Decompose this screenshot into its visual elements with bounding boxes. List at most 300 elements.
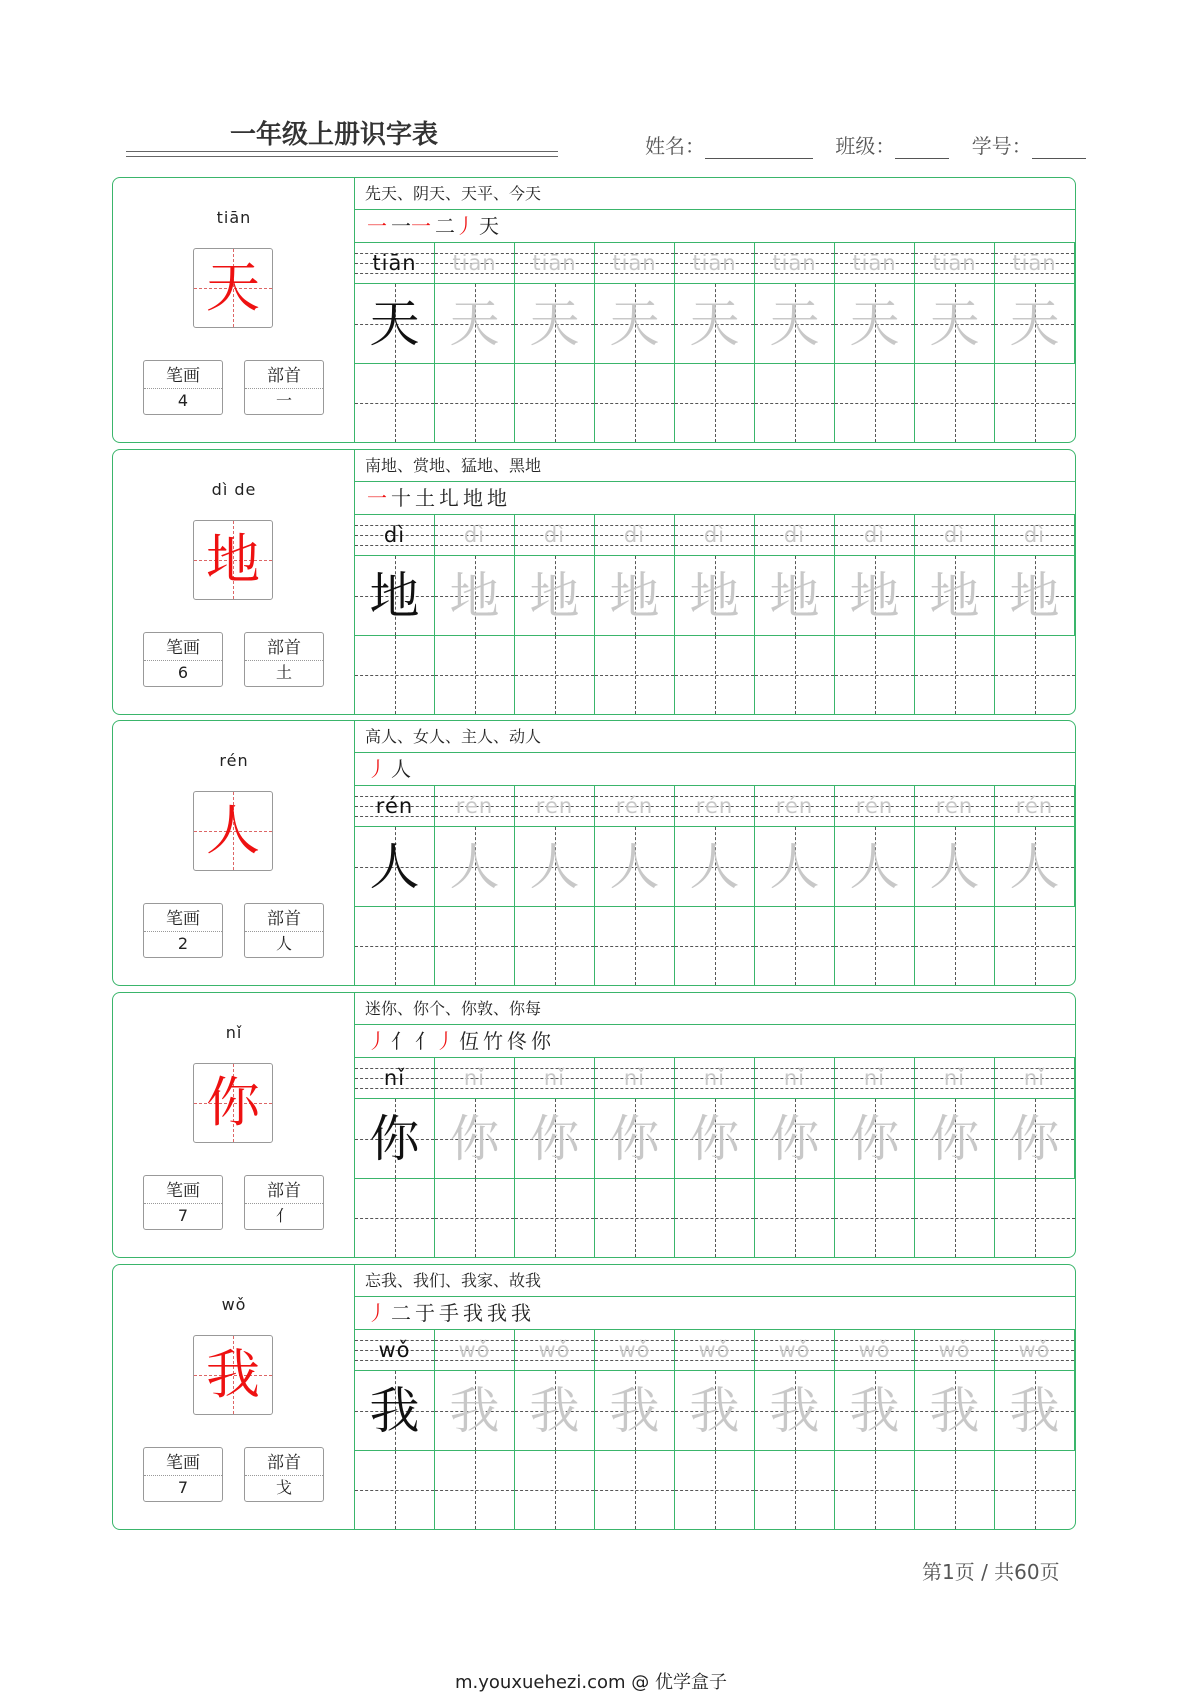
pinyin-cell[interactable] — [515, 515, 595, 556]
pinyin-trace: nǐ — [463, 1066, 486, 1090]
stroke-count-label: 笔画 — [144, 907, 222, 932]
blank-writing-cell[interactable] — [835, 636, 915, 714]
stroke-order-row — [355, 1297, 1075, 1330]
pinyin-trace: tiān — [612, 251, 657, 275]
guide-line — [875, 364, 876, 442]
blank-writing-cell[interactable] — [515, 364, 595, 442]
practice-panel — [355, 178, 1075, 442]
blank-writing-cell[interactable] — [835, 1451, 915, 1529]
stroke-count-box — [143, 903, 223, 958]
pinyin-cell[interactable] — [915, 243, 995, 284]
practice-panel — [355, 993, 1075, 1257]
character-trace: 天 — [849, 295, 900, 353]
pinyin-cell[interactable] — [595, 786, 675, 827]
blank-writing-cell[interactable] — [995, 636, 1075, 714]
stroke-step — [367, 753, 387, 785]
guide-line — [875, 907, 876, 985]
stroke-step-base: 手 — [439, 1301, 459, 1325]
writing-cell[interactable] — [915, 1099, 995, 1179]
writing-cell[interactable] — [435, 827, 515, 907]
guide-line — [635, 1179, 636, 1257]
blank-writing-cell[interactable] — [355, 1179, 435, 1257]
pinyin-cell[interactable] — [755, 1058, 835, 1099]
blank-writing-cell[interactable] — [675, 1451, 755, 1529]
practice-grid — [355, 1058, 1075, 1257]
blank-writing-cell[interactable] — [755, 636, 835, 714]
guide-line — [875, 636, 876, 714]
pinyin-model: nǐ — [383, 1066, 406, 1090]
blank-writing-cell[interactable] — [675, 364, 755, 442]
guide-line — [475, 1179, 476, 1257]
guide-line — [475, 1451, 476, 1529]
pinyin-cell[interactable] — [835, 786, 915, 827]
writing-cell[interactable] — [355, 284, 435, 364]
footer-credit: m.youxuehezi.com @ 优学盒子 — [454, 1672, 727, 1693]
writing-cell[interactable] — [355, 1371, 435, 1451]
guide-line — [955, 364, 956, 442]
character-trace: 地 — [689, 567, 740, 625]
pinyin-trace: rén — [855, 794, 894, 818]
practice-grid — [355, 1330, 1075, 1529]
character-trace: 我 — [609, 1382, 660, 1440]
blank-writing-cell[interactable] — [355, 1451, 435, 1529]
pinyin-trace: nǐ — [863, 1066, 886, 1090]
stroke-step-base: 仾 — [459, 1029, 479, 1053]
pinyin-cell[interactable] — [675, 243, 755, 284]
writing-cell[interactable] — [995, 1099, 1075, 1179]
character-pinyin: nǐ — [225, 1023, 243, 1042]
blank-writing-cell[interactable] — [595, 636, 675, 714]
practice-panel — [355, 450, 1075, 714]
character-trace: 人 — [529, 838, 580, 896]
guide-line — [475, 636, 476, 714]
guide-line — [555, 1451, 556, 1529]
guide-line — [395, 1179, 396, 1257]
blank-writing-cell[interactable] — [595, 1451, 675, 1529]
writing-cell[interactable] — [675, 284, 755, 364]
stroke-count-value: 7 — [177, 1206, 189, 1225]
radical-label: 部首 — [245, 1179, 323, 1204]
writing-cell[interactable] — [835, 1371, 915, 1451]
pinyin-trace: tiān — [932, 251, 977, 275]
guide-line — [1035, 907, 1036, 985]
blank-writing-cell[interactable] — [835, 907, 915, 985]
stroke-step-base: 一 — [391, 214, 411, 238]
writing-cell[interactable] — [755, 556, 835, 636]
character-trace: 天 — [929, 295, 980, 353]
stroke-count-box — [143, 632, 223, 687]
blank-writing-cell[interactable] — [435, 907, 515, 985]
blank-writing-cell[interactable] — [435, 364, 515, 442]
writing-cell[interactable] — [515, 556, 595, 636]
pinyin-cell[interactable] — [435, 1330, 515, 1371]
guide-line — [635, 364, 636, 442]
stroke-step-base: 竹 — [483, 1029, 503, 1053]
blank-writing-cell[interactable] — [355, 636, 435, 714]
pinyin-trace: wǒ — [938, 1338, 971, 1362]
pinyin-trace: dì — [463, 523, 486, 547]
pinyin-cell[interactable] — [995, 1058, 1075, 1099]
character-trace: 地 — [609, 567, 660, 625]
pinyin-trace: tiān — [1012, 251, 1057, 275]
writing-cell[interactable] — [515, 284, 595, 364]
blank-writing-cell[interactable] — [835, 1179, 915, 1257]
blank-writing-cell[interactable] — [755, 1179, 835, 1257]
character-trace: 地 — [529, 567, 580, 625]
stroke-step-new: 一 — [411, 214, 431, 238]
guide-line — [795, 907, 796, 985]
character-pinyin: dì de — [211, 480, 257, 499]
pinyin-cell[interactable] — [755, 243, 835, 284]
pinyin-trace: dì — [1023, 523, 1046, 547]
example-words: 迷你、你个、你敦、你每 — [355, 993, 1075, 1025]
stroke-step — [367, 1025, 387, 1057]
name-label: 姓名： — [645, 134, 705, 158]
writing-cell[interactable] — [515, 1099, 595, 1179]
stroke-step — [439, 1297, 459, 1329]
pinyin-trace: dì — [543, 523, 566, 547]
example-words: 高人、女人、主人、动人 — [355, 721, 1075, 753]
pinyin-trace: nǐ — [1023, 1066, 1046, 1090]
pinyin-trace: dì — [623, 523, 646, 547]
example-words: 忘我、我们、我家、故我 — [355, 1265, 1075, 1297]
pinyin-trace: dì — [943, 523, 966, 547]
blank-writing-cell[interactable] — [435, 1179, 515, 1257]
pinyin-trace: wǒ — [698, 1338, 731, 1362]
blank-writing-cell[interactable] — [435, 636, 515, 714]
name-blank[interactable] — [705, 138, 813, 159]
writing-cell[interactable] — [675, 827, 755, 907]
blank-writing-cell[interactable] — [995, 364, 1075, 442]
blank-writing-cell[interactable] — [675, 636, 755, 714]
pinyin-cell[interactable] — [675, 515, 755, 556]
stroke-step-new: 一 — [367, 486, 387, 510]
pinyin-trace: tiān — [772, 251, 817, 275]
writing-cell[interactable] — [755, 1099, 835, 1179]
character-trace: 天 — [689, 295, 740, 353]
blank-writing-cell[interactable] — [515, 907, 595, 985]
character-trace: 你 — [689, 1110, 740, 1168]
stroke-order-row — [355, 210, 1075, 243]
stroke-step — [463, 1297, 483, 1329]
stroke-count-value: 4 — [177, 391, 189, 410]
character-trace: 地 — [449, 567, 500, 625]
stroke-count-label: 笔画 — [144, 1451, 222, 1476]
stroke-step — [439, 482, 459, 514]
pinyin-cell[interactable] — [755, 515, 835, 556]
stroke-step-base: 十 — [391, 486, 411, 510]
blank-writing-cell[interactable] — [675, 907, 755, 985]
blank-writing-cell[interactable] — [755, 907, 835, 985]
pinyin-cell[interactable] — [435, 515, 515, 556]
pinyin-cell[interactable] — [675, 1058, 755, 1099]
pinyin-cell[interactable] — [595, 243, 675, 284]
pinyin-cell[interactable] — [595, 515, 675, 556]
writing-cell[interactable] — [915, 556, 995, 636]
blank-writing-cell[interactable] — [595, 1179, 675, 1257]
practice-grid — [355, 515, 1075, 714]
blank-writing-cell[interactable] — [515, 636, 595, 714]
pinyin-trace: rén — [935, 794, 974, 818]
writing-cell[interactable] — [675, 1099, 755, 1179]
pinyin-cell[interactable] — [755, 1330, 835, 1371]
pinyin-cell[interactable] — [915, 515, 995, 556]
stroke-step — [487, 482, 507, 514]
pinyin-cell[interactable] — [355, 1058, 435, 1099]
guide-line — [395, 1451, 396, 1529]
character-trace: 人 — [769, 838, 820, 896]
stroke-step-base: 我 — [487, 1301, 507, 1325]
pinyin-cell[interactable] — [995, 786, 1075, 827]
character-model: 你 — [369, 1110, 420, 1168]
character-trace: 我 — [529, 1382, 580, 1440]
stroke-step-base: 亻 — [415, 1029, 435, 1053]
stroke-step-base: 天 — [479, 214, 499, 238]
pinyin-trace: wǒ — [458, 1338, 491, 1362]
character-trace: 天 — [609, 295, 660, 353]
writing-cell[interactable] — [915, 284, 995, 364]
pinyin-cell[interactable] — [355, 1330, 435, 1371]
writing-cell[interactable] — [435, 556, 515, 636]
writing-cell[interactable] — [835, 284, 915, 364]
pinyin-cell[interactable] — [355, 786, 435, 827]
writing-cell[interactable] — [595, 556, 675, 636]
stroke-count-box — [143, 1175, 223, 1230]
stroke-step-base: 我 — [511, 1301, 531, 1325]
guide-line — [1035, 1451, 1036, 1529]
blank-writing-cell[interactable] — [435, 1451, 515, 1529]
pinyin-cell[interactable] — [995, 243, 1075, 284]
stroke-step — [391, 1025, 411, 1057]
radical-value: 亻 — [275, 1206, 292, 1225]
writing-cell[interactable] — [355, 556, 435, 636]
writing-cell[interactable] — [755, 827, 835, 907]
character-trace: 你 — [1009, 1110, 1060, 1168]
pinyin-cell[interactable] — [595, 1058, 675, 1099]
writing-cell[interactable] — [435, 1371, 515, 1451]
character-trace: 我 — [1009, 1382, 1060, 1440]
practice-grid — [355, 786, 1075, 985]
radical-value: 人 — [275, 934, 292, 953]
pinyin-cell[interactable] — [515, 1330, 595, 1371]
blank-writing-cell[interactable] — [515, 1451, 595, 1529]
stroke-step-base: 你 — [531, 1029, 551, 1053]
writing-cell[interactable] — [515, 1371, 595, 1451]
guide-line — [395, 636, 396, 714]
stroke-step — [391, 482, 411, 514]
character-summary — [113, 1265, 355, 1529]
blank-writing-cell[interactable] — [755, 1451, 835, 1529]
blank-writing-cell[interactable] — [915, 1179, 995, 1257]
stroke-order-row — [355, 1025, 1075, 1058]
pinyin-model: wǒ — [378, 1338, 411, 1362]
writing-cell[interactable] — [435, 284, 515, 364]
pinyin-cell[interactable] — [355, 243, 435, 284]
stroke-order-row — [355, 482, 1075, 515]
stroke-count-box — [143, 1447, 223, 1502]
blank-writing-cell[interactable] — [995, 907, 1075, 985]
writing-cell[interactable] — [835, 1099, 915, 1179]
stroke-step — [415, 482, 435, 514]
pinyin-trace: wǒ — [1018, 1338, 1051, 1362]
character-trace: 我 — [929, 1382, 980, 1440]
blank-writing-cell[interactable] — [915, 907, 995, 985]
pinyin-model: dì — [383, 523, 406, 547]
blank-writing-cell[interactable] — [755, 364, 835, 442]
title-underline-second — [126, 156, 558, 157]
writing-cell[interactable] — [435, 1099, 515, 1179]
character-trace: 天 — [449, 295, 500, 353]
stroke-count-label: 笔画 — [144, 364, 222, 389]
writing-cell[interactable] — [995, 556, 1075, 636]
id-blank[interactable] — [1032, 138, 1086, 159]
model-character: 天 — [206, 256, 260, 319]
pinyin-cell[interactable] — [515, 1058, 595, 1099]
pinyin-cell[interactable] — [675, 1330, 755, 1371]
pinyin-cell[interactable] — [835, 515, 915, 556]
writing-cell[interactable] — [515, 827, 595, 907]
stroke-count-value: 7 — [177, 1478, 189, 1497]
blank-writing-cell[interactable] — [595, 907, 675, 985]
character-trace: 人 — [849, 838, 900, 896]
pinyin-cell[interactable] — [995, 515, 1075, 556]
radical-value: 戈 — [275, 1478, 292, 1497]
blank-writing-cell[interactable] — [515, 1179, 595, 1257]
pinyin-cell[interactable] — [355, 515, 435, 556]
guide-line — [955, 1179, 956, 1257]
pinyin-cell[interactable] — [995, 1330, 1075, 1371]
pinyin-trace: nǐ — [943, 1066, 966, 1090]
pinyin-cell[interactable] — [435, 786, 515, 827]
student-info — [645, 130, 1086, 159]
blank-writing-cell[interactable] — [835, 364, 915, 442]
writing-cell[interactable] — [595, 1371, 675, 1451]
pinyin-cell[interactable] — [755, 786, 835, 827]
pinyin-model: tiān — [372, 251, 417, 275]
writing-cell[interactable] — [675, 1371, 755, 1451]
guide-line — [715, 907, 716, 985]
radical-label: 部首 — [245, 1451, 323, 1476]
writing-cell[interactable] — [995, 827, 1075, 907]
stroke-step — [511, 1297, 531, 1329]
stroke-step-new: 丿 — [367, 1029, 387, 1053]
pinyin-trace: dì — [863, 523, 886, 547]
pinyin-trace: tiān — [532, 251, 577, 275]
writing-cell[interactable] — [595, 1099, 675, 1179]
practice-panel — [355, 1265, 1075, 1529]
guide-line — [555, 907, 556, 985]
character-model: 人 — [369, 838, 420, 896]
stroke-step — [435, 210, 475, 242]
model-character-box — [193, 791, 273, 871]
character-pinyin: tiān — [216, 208, 252, 227]
character-trace: 人 — [929, 838, 980, 896]
writing-cell[interactable] — [755, 1371, 835, 1451]
guide-line — [955, 636, 956, 714]
stroke-step-base: 土 — [415, 486, 435, 510]
blank-writing-cell[interactable] — [595, 364, 675, 442]
character-trace: 天 — [529, 295, 580, 353]
radical-box — [244, 1175, 324, 1230]
writing-cell[interactable] — [595, 827, 675, 907]
blank-writing-cell[interactable] — [355, 364, 435, 442]
pinyin-cell[interactable] — [915, 1058, 995, 1099]
pinyin-cell[interactable] — [435, 1058, 515, 1099]
radical-box — [244, 1447, 324, 1502]
model-character: 你 — [206, 1071, 260, 1134]
writing-cell[interactable] — [995, 1371, 1075, 1451]
writing-cell[interactable] — [755, 284, 835, 364]
pinyin-cell[interactable] — [835, 1058, 915, 1099]
writing-cell[interactable] — [835, 827, 915, 907]
character-card — [112, 1264, 1076, 1530]
model-character: 我 — [206, 1343, 260, 1406]
character-trace: 天 — [1009, 295, 1060, 353]
pinyin-cell[interactable] — [515, 243, 595, 284]
stroke-step — [367, 482, 387, 514]
writing-cell[interactable] — [355, 1099, 435, 1179]
writing-cell[interactable] — [835, 556, 915, 636]
blank-writing-cell[interactable] — [995, 1451, 1075, 1529]
guide-line — [475, 364, 476, 442]
stroke-step — [415, 1025, 455, 1057]
pinyin-cell[interactable] — [915, 786, 995, 827]
writing-cell[interactable] — [355, 827, 435, 907]
stroke-step-base: 亻 — [391, 1029, 411, 1053]
pinyin-cell[interactable] — [835, 1330, 915, 1371]
pinyin-cell[interactable] — [595, 1330, 675, 1371]
blank-writing-cell[interactable] — [915, 1451, 995, 1529]
writing-cell[interactable] — [595, 284, 675, 364]
pinyin-cell[interactable] — [835, 243, 915, 284]
pinyin-cell[interactable] — [915, 1330, 995, 1371]
character-trace: 你 — [449, 1110, 500, 1168]
blank-writing-cell[interactable] — [675, 1179, 755, 1257]
writing-cell[interactable] — [915, 1371, 995, 1451]
writing-cell[interactable] — [915, 827, 995, 907]
pinyin-trace: wǒ — [618, 1338, 651, 1362]
guide-line — [715, 364, 716, 442]
class-label: 班级： — [835, 134, 896, 158]
character-trace: 你 — [529, 1110, 580, 1168]
stroke-step-new: 丿 — [367, 757, 387, 781]
guide-line — [795, 364, 796, 442]
character-trace: 天 — [769, 295, 820, 353]
character-trace: 我 — [689, 1382, 740, 1440]
guide-line — [795, 1451, 796, 1529]
radical-box — [244, 903, 324, 958]
blank-writing-cell[interactable] — [995, 1179, 1075, 1257]
pinyin-cell[interactable] — [675, 786, 755, 827]
pinyin-trace: wǒ — [778, 1338, 811, 1362]
practice-grid — [355, 243, 1075, 442]
character-trace: 我 — [449, 1382, 500, 1440]
guide-line — [1035, 1179, 1036, 1257]
blank-writing-cell[interactable] — [915, 364, 995, 442]
stroke-count-box — [143, 360, 223, 415]
writing-cell[interactable] — [675, 556, 755, 636]
radical-value: 一 — [275, 391, 292, 410]
character-card — [112, 177, 1076, 443]
stroke-step — [479, 210, 499, 242]
blank-writing-cell[interactable] — [915, 636, 995, 714]
pinyin-cell[interactable] — [515, 786, 595, 827]
writing-cell[interactable] — [995, 284, 1075, 364]
blank-writing-cell[interactable] — [355, 907, 435, 985]
pinyin-cell[interactable] — [435, 243, 515, 284]
guide-line — [795, 636, 796, 714]
class-blank[interactable] — [895, 138, 949, 159]
